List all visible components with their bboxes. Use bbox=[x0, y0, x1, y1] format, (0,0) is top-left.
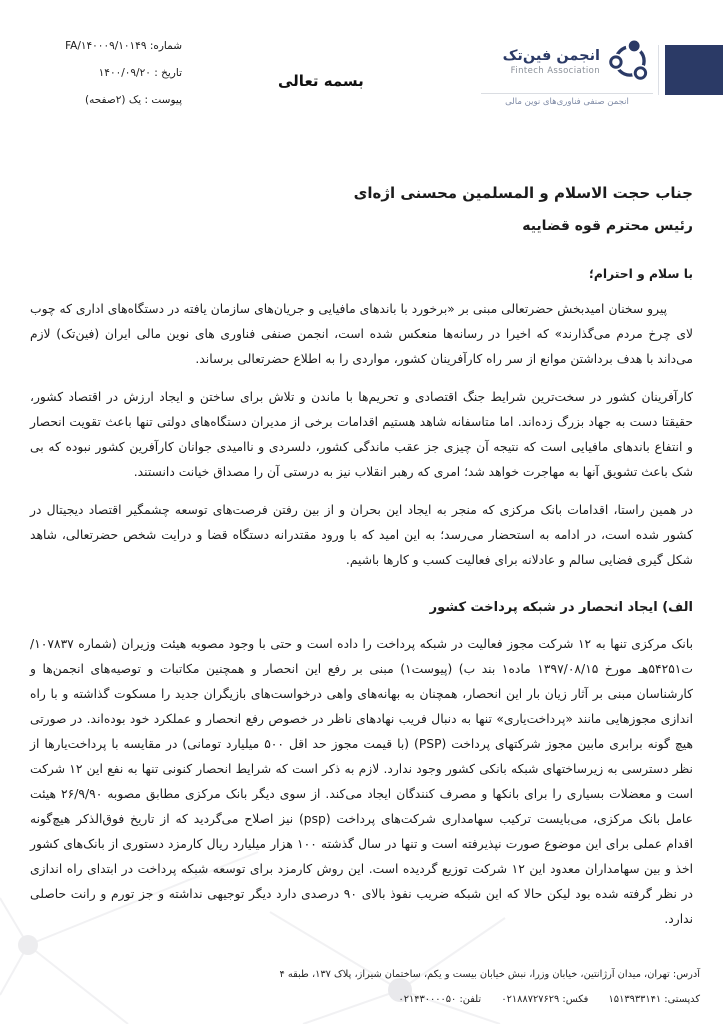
letter-number bbox=[30, 33, 182, 60]
salutation: با سلام و احترام؛ bbox=[588, 267, 693, 281]
letter-date bbox=[30, 60, 182, 87]
corner-band bbox=[665, 45, 723, 95]
fax-label: فکس: bbox=[562, 994, 589, 1005]
fax-value: ۰۲۱۸۸۷۲۷۶۲۹ bbox=[501, 994, 560, 1005]
footer-address-line bbox=[23, 962, 700, 987]
letter-footer bbox=[23, 962, 700, 1012]
letter-number-label: شماره: bbox=[149, 40, 182, 52]
letter-meta bbox=[30, 33, 182, 114]
letter-attachment-label: پیوست : bbox=[144, 94, 182, 106]
logo-tagline: انجمن صنفی فناوری‌های نوین مالی bbox=[505, 97, 629, 107]
letter-body bbox=[30, 176, 693, 945]
recipient-name: جناب حجت الاسلام و المسلمین محسنی اژه‌ای bbox=[353, 184, 693, 202]
recipient-block bbox=[30, 176, 693, 242]
letter-number-value: FA/۱۴۰۰۰۹/۱۰۱۴۹ bbox=[65, 40, 147, 52]
letter-attachment bbox=[30, 87, 182, 114]
paragraph-3: در همین راستا، اقدامات بانک مرکزی که منجر به ایجاد این بحران و از بین رفتن فرصت‌های توسعه چشمگیر اقتصاد دیجیتال در کشور شده است، در ادامه به استحضار می‌رسد؛ به این امید که با ورود مقتدرانه دستگاه قضا و درایت شخص حضرتعالی، شاهد شکل گیری فضایی سالم و عادلانه برای فعالیت کسب و کارها باشیم. bbox=[30, 503, 693, 567]
paragraph-1: پیرو سخنان امیدبخش حضرتعالی مبنی بر «برخورد با باندهای مافیایی و جریان‌های سازمان یافته در دستگاه‌های اداری که چوب لای چرخ مردم می‌گذارند» که اخیرا در رسانه‌ها منعکس شده است، انجمن صنفی فناوری های نوین مالی ایران (فین‌تک) لازم می‌داند با هدف برداشتن موانع از سر راه کارآفرینان کشور، مواردی را به اطلاع حضرتعالی برساند. bbox=[30, 302, 693, 366]
fintech-logo-icon bbox=[607, 36, 653, 88]
section-a-paragraph: بانک مرکزی تنها به ۱۲ شرکت مجوز فعالیت در شبکه پرداخت را داده است و حتی با وجود مصوبه هیئت وزیران (شماره ۱۰۷۸۳۷/ت۵۴۲۵۱هـ مورخ ۱۳۹۷/۰۸/۱۵ ماده۱ بند ب) (پیوست۱) مبنی بر رفع این انحصار و همچنین مکاتبات و توصیه‌های انجمن‌ها و کارشناسان مبنی بر آثار زیان بار این انحصار، همچنان به بهانه‌های واهی درخواست‌های بازیگران جدید را مسکوت گذاشته و با راه اندازی مجوزهایی مانند «پرداخت‌یاری» تنها به دنبال فریب نهادهای ناظر در خصوص رفع انحصار و عملکرد خود بوده‌اند. در صورتی هیچ گونه برابری مابین مجوز شرکتهای پرداخت (PSP) (با قیمت مجوز حد اقل ۵۰۰ میلیارد تومانی) در مقایسه با پرداخت‌یارها از نظر دسترسی به زیرساختهای شبکه بانکی کشور وجود ندارد. لازم به ذکر است که شرایط انحصار کنونی تنها به نفع این ۱۲ شرکت است و معضلات بسیاری را برای بانکها و مصرف کنندگان ایجاد می‌کند. از سوی دیگر بانک مرکزی مطابق مصوبه ۲۶/۹/۹۰ هیئت عامل بانک مرکزی، می‌بایست ترکیب سهامداری شرکت‌های پرداخت (psp) نیز اصلاح می‌گردید که از تاریخ فوق‌الذکر هیچ‌گونه اقدام عملی برای این موضوع صورت نپذیرفته است و تنها در سال گذشته ۱۰۰ هزار میلیارد ریال کارمزد دستوری از بانک‌های کشور اخذ و بین سهامداران معدود این ۱۲ شرکت توزیع گردیده است. این روش کارمزد برای توسعه شبکه پرداخت در ابتدای راه اندازی در نظر گرفته شده بود لیکن حالا که این شبکه ضریب نفوذ بالای ۹۰ درصدی دارد دیگر توجیهی نداشته و جز تورم و رانت حاصلی ندارد. bbox=[30, 637, 694, 926]
letter-date-value: ۱۴۰۰/۰۹/۲۰ bbox=[98, 67, 151, 79]
letter-attachment-value: یک (۲صفحه) bbox=[85, 94, 142, 106]
logo-text-block bbox=[481, 48, 600, 77]
address-label: آدرس: bbox=[672, 969, 700, 980]
logo-title: انجمن فین‌تک bbox=[502, 47, 600, 64]
address-value: تهران، میدان آرژانتین، خیابان وزرا، نبش خیابان بیست و یکم، ساختمان شیراز، پلاک ۱۳۷، طبقه ۴ bbox=[279, 969, 670, 980]
postal-code-label: کدپستی: bbox=[664, 994, 700, 1005]
phone-label: تلفن: bbox=[459, 994, 482, 1005]
section-a-heading: الف) ایجاد انحصار در شبکه پرداخت کشور bbox=[429, 600, 693, 615]
paragraph-2: کارآفرینان کشور در سخت‌ترین شرایط جنگ اقتصادی و تحریم‌ها با ماندن و تلاش برای ساختن و ایجاد ارزش در اقتصاد کشور، حقیقتا دست به جهاد بزرگ زده‌اند. اما متاسفانه شاهد هستیم اقدامات برخی از مدیران دستگاه‌های دولتی تنها باعث تقویت انحصار و انتفاع باندهای مافیایی است که نتیجه آن چیزی جز عقب ماندگی کشور، دلسردی و ناامیدی جوانان کارآفرین کشور نبوده که بی شک باعث تشویق آنها به مهاجرت خواهد شد؛ امری که رهبر انقلاب نیز به درستی آن را مصداق خیانت دانستند. bbox=[30, 390, 693, 479]
recipient-title: رئیس محترم قوه قضاییه bbox=[522, 218, 693, 234]
phone-value: ۰۲۱۴۳۰۰۰۰۵۰ bbox=[398, 994, 457, 1005]
postal-code-value: ۱۵۱۳۹۳۳۱۴۱ bbox=[608, 994, 662, 1005]
fintech-association-logo bbox=[481, 36, 653, 107]
logo-band-separator bbox=[658, 45, 659, 95]
footer-contact-line bbox=[23, 987, 700, 1012]
logo-divider bbox=[481, 93, 653, 94]
letter-date-label: تاریخ : bbox=[154, 67, 182, 79]
logo-subtitle: Fintech Association bbox=[510, 65, 600, 76]
logo-top-row bbox=[481, 36, 653, 88]
besmellah-heading: بسمه تعالی bbox=[278, 72, 364, 90]
